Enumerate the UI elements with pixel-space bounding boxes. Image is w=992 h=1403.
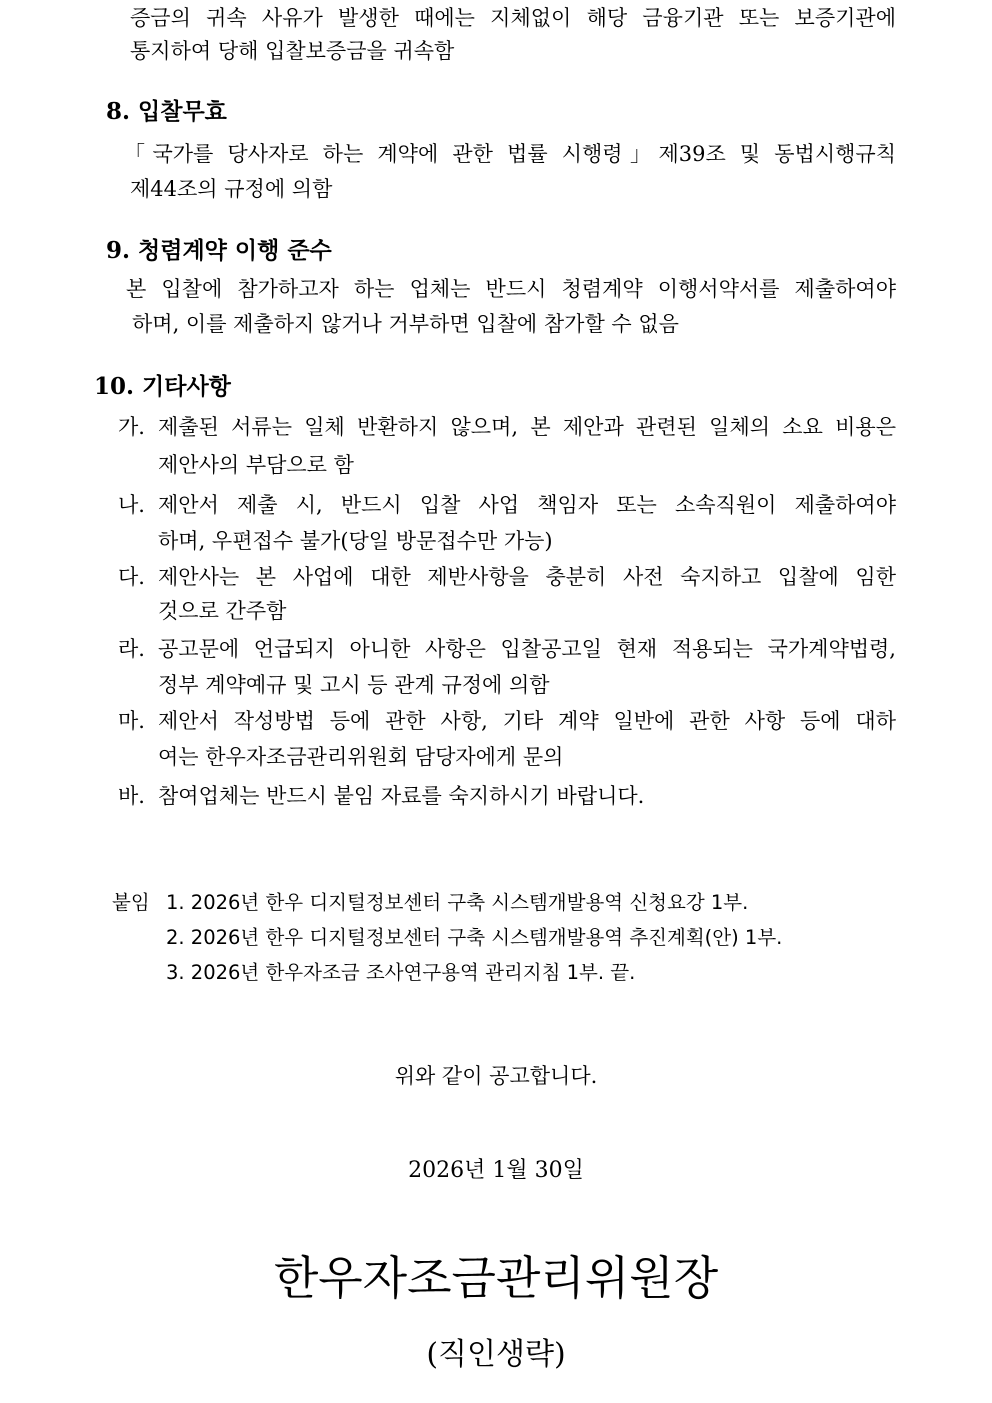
section-8-line-1: 「국가를 당사자로 하는 계약에 관한 법률 시행령」제39조 및 동법시행규칙: [124, 142, 896, 166]
item-ra-line-2: 정부 계약예규 및 고시 등 관계 규정에 의함: [158, 673, 550, 697]
section-10-title: 10. 기타사항: [94, 373, 231, 400]
item-da-line-2: 것으로 간주함: [158, 599, 287, 623]
closing-statement: 위와 같이 공고합니다.: [394, 1064, 598, 1088]
item-ga-marker: 가.: [118, 415, 145, 439]
item-na-line-2: 하며, 우편접수 불가(당일 방문접수만 가능): [158, 529, 553, 553]
item-ma-marker: 마.: [118, 709, 145, 733]
item-ma-line-2: 여는 한우자조금관리위원회 담당자에게 문의: [158, 745, 564, 769]
section-9-line-2: 하며, 이를 제출하지 않거나 거부하면 입찰에 참가할 수 없음: [132, 312, 679, 336]
continuation-line-1: 증금의 귀속 사유가 발생한 때에는 지체없이 해당 금융기관 또는 보증기관에: [130, 6, 896, 30]
seal-note: (직인생략): [426, 1337, 566, 1372]
attachment-item-3: 3. 2026년 한우자조금 조사연구용역 관리지침 1부. 끝.: [166, 961, 636, 984]
section-9-line-1: 본 입찰에 참가하고자 하는 업체는 반드시 청렴계약 이행서약서를 제출하여야: [126, 277, 896, 301]
item-ba-line-1: 참여업체는 반드시 붙임 자료를 숙지하시기 바랍니다.: [158, 784, 645, 808]
item-ga-line-2: 제안사의 부담으로 함: [158, 453, 354, 477]
item-ra-marker: 라.: [118, 637, 145, 661]
section-9-title: 9. 청렴계약 이행 준수: [106, 237, 332, 264]
item-ba-marker: 바.: [118, 784, 145, 808]
attachment-item-1: 1. 2026년 한우 디지털정보센터 구축 시스템개발용역 신청요강 1부.: [166, 891, 749, 914]
item-ga-line-1: 제출된 서류는 일체 반환하지 않으며, 본 제안과 관련된 일체의 소요 비용은: [158, 415, 896, 439]
attachment-item-2: 2. 2026년 한우 디지털정보센터 구축 시스템개발용역 추진계획(안) 1부.: [166, 926, 783, 949]
continuation-line-2: 통지하여 당해 입찰보증금을 귀속함: [130, 39, 455, 63]
item-na-line-1: 제안서 제출 시, 반드시 입찰 사업 책임자 또는 소속직원이 제출하여야: [158, 493, 896, 517]
item-ma-line-1: 제안서 작성방법 등에 관한 사항, 기타 계약 일반에 관한 사항 등에 대하: [158, 709, 896, 733]
section-8-line-2: 제44조의 규정에 의함: [130, 177, 333, 201]
attachments-label: 붙임: [112, 891, 150, 914]
item-da-line-1: 제안사는 본 사업에 대한 제반사항을 충분히 사전 숙지하고 입찰에 임한: [158, 565, 896, 589]
notice-date: 2026년 1월 30일: [408, 1158, 584, 1183]
section-8-title: 8. 입찰무효: [106, 98, 227, 125]
item-na-marker: 나.: [118, 493, 145, 517]
item-ra-line-1: 공고문에 언급되지 아니한 사항은 입찰공고일 현재 적용되는 국가계약법령,: [158, 637, 896, 661]
issuer-title: 한우자조금관리위원장: [273, 1251, 719, 1305]
item-da-marker: 다.: [118, 565, 145, 589]
